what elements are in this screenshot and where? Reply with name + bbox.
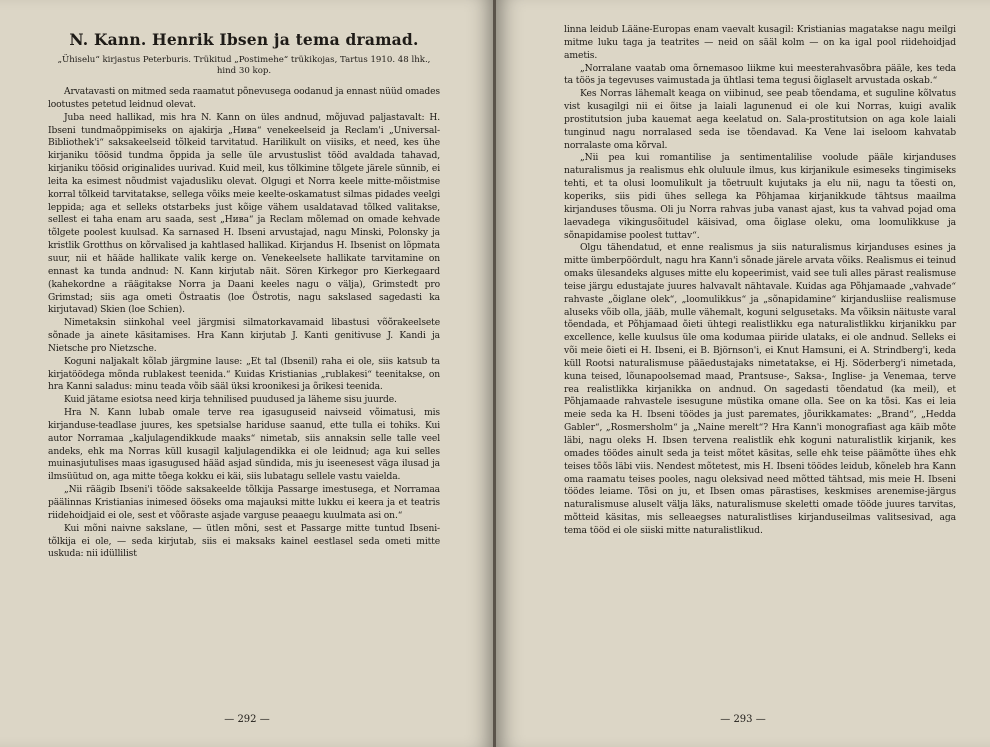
paragraph: Arvatavasti on mitmed seda raamatut põnevusega oodanud ja ennast nüüd omades lootustes petetud leidnud olevat.	[48, 87, 440, 110]
paragraph: Kui mõni naivne sakslane, — ütlen mõni, sest et Passarge mitte tuntud Ibseni-tõlkija ei ole, — seda kirjutab, siis ei maksaks kainel eestlasel seda ometi mitte uskuda: nii idüllilist	[48, 523, 440, 560]
paragraph: Nimetaksin siinkohal veel järgmisi silmatorkavamaid libastusi võõrakeelsete sõnade ja ainete käsitamises. Hra Kann kirjutab J. Kanti genitivuse J. Kandi ja Nietsche pro Nietzsche.	[48, 318, 440, 354]
left-body-text	[48, 86, 440, 561]
paragraph: Kuid jätame esiotsa need kirja tehnilised puudused ja läheme sisu juurde.	[64, 395, 397, 406]
paragraph: „Norralane vaatab oma õrnemasoo liikme kui meesterahvasõbra pääle, kes teda ta töös ja tegevuses vaimustada ja ühtlasi tema tegusi õiglaselt arvustada oskab.“	[564, 62, 956, 87]
paragraph: Koguni naljakalt kõlab järgmine lause: „Et tal (Ibsenil) raha ei ole, siis katsub ta kirjatöödega mõnda rublakest teenida.“ Kuidas Kristianias „rublakesi“ teenitakse, on hra Kanni saladus: minu teada võib sääl üksi kroonikesi ja õrikesi teenida.	[48, 356, 440, 393]
paragraph: linna leidub Lääne-Europas enam vaevalt kusagil: Kristianias magatakse nagu meilgi mitme luku taga ja teatrites — neid on sääl kolm — on ka igal pool riidehoidjad ametis.	[564, 24, 956, 61]
paragraph: Olgu tähendatud, et enne realismus ja siis naturalismus kirjanduses esines ja mitte ümberpöördult, nagu hra Kann'i sõnade järele arvata võiks. Realismus ei teinud omaks ülesandeks alguses mitte elu kopeerimist, vaid see tuli alles pärast realismuse teise järgu edustajate juures halvavalt nähtavale. Kuidas aga Põhjamaade „vahvade“ rahvaste „õiglane olek“, „loomulikkus“ ja „sõnapidamine“ kirjandusliise realismuse aluseks võib olla, jääb, mulle vähemalt, koguni selgusetaks. Ma võiksin näituste varal tõendada, et Põhjamaad õieti ühtegi realistlikku ega naturalistlikku kirjanikku par excellence, kelle kuulsus üle oma kodumaa piiride ulataks, ei ole andnud. Selleks ei või meie õieti ei H. Ibseni, ei B. Björnson'i, ei Knut Hamsuni, ei A. Strindberg'i, keda küll Rootsi naturalismuse pääedustajaks nimetatakse, ei Hj. Söderberg'i nimetada, kuna teised, lõunapoolsemad maad, Prantsuse-, Saksa-, Inglise- ja Venemaa, terve rea realistlikka kirjanikka on andnud. On sagedasti tõendatud (ka meil), et Põhjamaade rahvastele isesugune müstika omane olla. See on ka tõsi. Kas ei leia meie seda ka H. Ibseni töödes ja just paremates, jõurikkamates: „Brand“, „Hedda Gabler“, „Rosmersholm“ ja „Naine merelt“? Hra Kann'i monografiast aga käib mõte läbi, nagu oleks H. Ibsen tervena realistlik ehk koguni naturalistlik kirjanik, kes omades töödes ainult seda ja teist mõtet käsitas, selle ehk teise päämõtte ühes ehk teises tõõs läbi viis. Nendest mõtetest, mis H. Ibseni töödes leidub, kõneleb hra Kann oma raamatu teises pooles, nagu oleksivad need mõtted tähtsad, mis meie H. Ibseni töödes leiame. Tõsi on ju, et Ibsen omas pärastises, keskmises arenemise-järgus naturalismuse aluselt välja läks, naturalismuse skeletti omade tööde juures tarvitas, mõtteid käsitas, mis selleaegses naturalistlises kirjanduseilmas valitsesivad, aga tema tööd ei ole siiski mitte naturalistlikud.	[564, 242, 956, 536]
paragraph: Hra N. Kann lubab omale terve rea igasuguseid naivseid võimatusi, mis kirjanduse-teadlase juures, kes spetsialse hariduse saanud, ette tulla ei tohiks. Kui autor Norramaa „kaljulagendikkude maaks“ nimetab, siis annaksin selle talle veel andeks, ehk ma Norras küll kusagil kaljulagendikka ei ole leidnud; aga kui selles muinasjutulises maas igasugused hääd asjad sündida, mis ju iseenesest väga ilusad ja ilmsüütud on, aga mitte tõega kokku ei käi, siis lubatagu sellele vastu vaielda.	[48, 408, 440, 483]
right-page-content	[564, 24, 956, 538]
right-body-text	[564, 24, 956, 538]
page-number-right: — 293 —	[720, 714, 766, 725]
left-page-content	[48, 30, 440, 561]
right-page	[496, 0, 990, 747]
paragraph: Juba need hallikad, mis hra N. Kann on üles andnud, mõjuvad paljastavalt: H. Ibseni tundmaõppimiseks on ajakirja „Нива“ venekeelseid ja Reclam'i „Universal-Bibliothek'i“ saksakeelseid tõlkeid tarvitatud. Harilikult on viisiks, et need, kes ühe kirjaniku töösid tundma õppida ja selle üle arvustuslist tööd avaldada tahavad, kirjaniku töösid originalides uurivad. Kuid meil, kus tõlkimine tõlgete järele sünnib, ei leita ka esimest nõudmist vajadusliku olevat. Olgugi et Norra keele mitte-mõistmise korral tõlkeid tarvitatakse, sellega võiks meie keelte-oskamatust silmas pidades veelgi leppida; aga et selleks otstarbeks just kõige vähem usaldatavad tõlked valitakse, sellest ei taha enam aru saada, sest „Нива“ ja Reclam mõlemad on omade kehvade tõlgete poolest kuulsad. Ka sarnased H. Ibseni arvustajad, nagu Minski, Polonsky ja kristlik Grotthus on kõrvalised ja kahtlased hallikad. Kirjandus H. Ibsenist on lõpmata suur, nii et hääde hallikate valik kerge on. Venekeelsete hallikate tarvitamine on ennast ka tunda andnud: N. Kann kirjutab näit. Sören Kirkegor pro Kierkegaard (kahekordne a räägitakse Norra ja Daani keeles nagu o välja), Grimstedt pro Grimstad; siis aga ometi Östraatis (loe Östrotis, nagu sakslased sagedasti ka kirjutavad) Skien (loe Schien).	[48, 112, 440, 316]
left-page	[0, 0, 494, 747]
paragraph: Kes Norras lähemalt keaga on viibinud, see peab tõendama, et suguline kõlvatus vist kusagilgi nii ei õitse ja laiali lagunenud ei ole kui Norras, kuigi avalik prostitutsion juba kauemat aega keelatud on. Sala-prostitutsion on aga kole laiali tunginud nagu norralased seda ise tõendavad. Ka Vene lai iseloom kahvatab norralaste oma kõrval.	[564, 88, 956, 151]
page-number-left: — 292 —	[224, 714, 270, 725]
publication-info: „Ühiselu“ kirjastus Peterburis. Trükitud „Postimehe“ trükikojas, Tartus 1910. 48 lhk., hind 30 kop.	[57, 55, 431, 76]
paragraph: „Nii pea kui romantilise ja sentimentalilise voolude pääle kirjanduses naturalismus ja realismus ehk oluluule ilmus, kus kirjanikule esimeseks tingimiseks tehti, et ta olusi loomulikult ja tõetruult kujutaks ja elu nii, nagu ta tõesti on, koperiks, siis pidi ühes sellega ka Põhjamaa kirjanikkude tähtsus maailma kirjanduses tõusma. Oli ju Norra rahvas juba vanast ajast, kus ta vahvad pojad oma laevadega vikingusõitudel käisivad, oma õiglase oleku, oma loomulikkuse ja sõnapidamise poolest tuttav“.	[564, 152, 956, 241]
article-title: N. Kann. Henrik Ibsen ja tema dramad.	[69, 30, 419, 49]
paragraph: „Nii räägib Ibseni'i tööde saksakeelde tõlkija Passarge imestusega, et Norramaa päälinnas Kristianias inimesed ööseks oma majauksi mitte lukku ei keera ja et teatris riidehoidjaid ei ole, sest et võõraste asjade varguse peaaegu kuulmata asi on.“	[48, 485, 440, 521]
